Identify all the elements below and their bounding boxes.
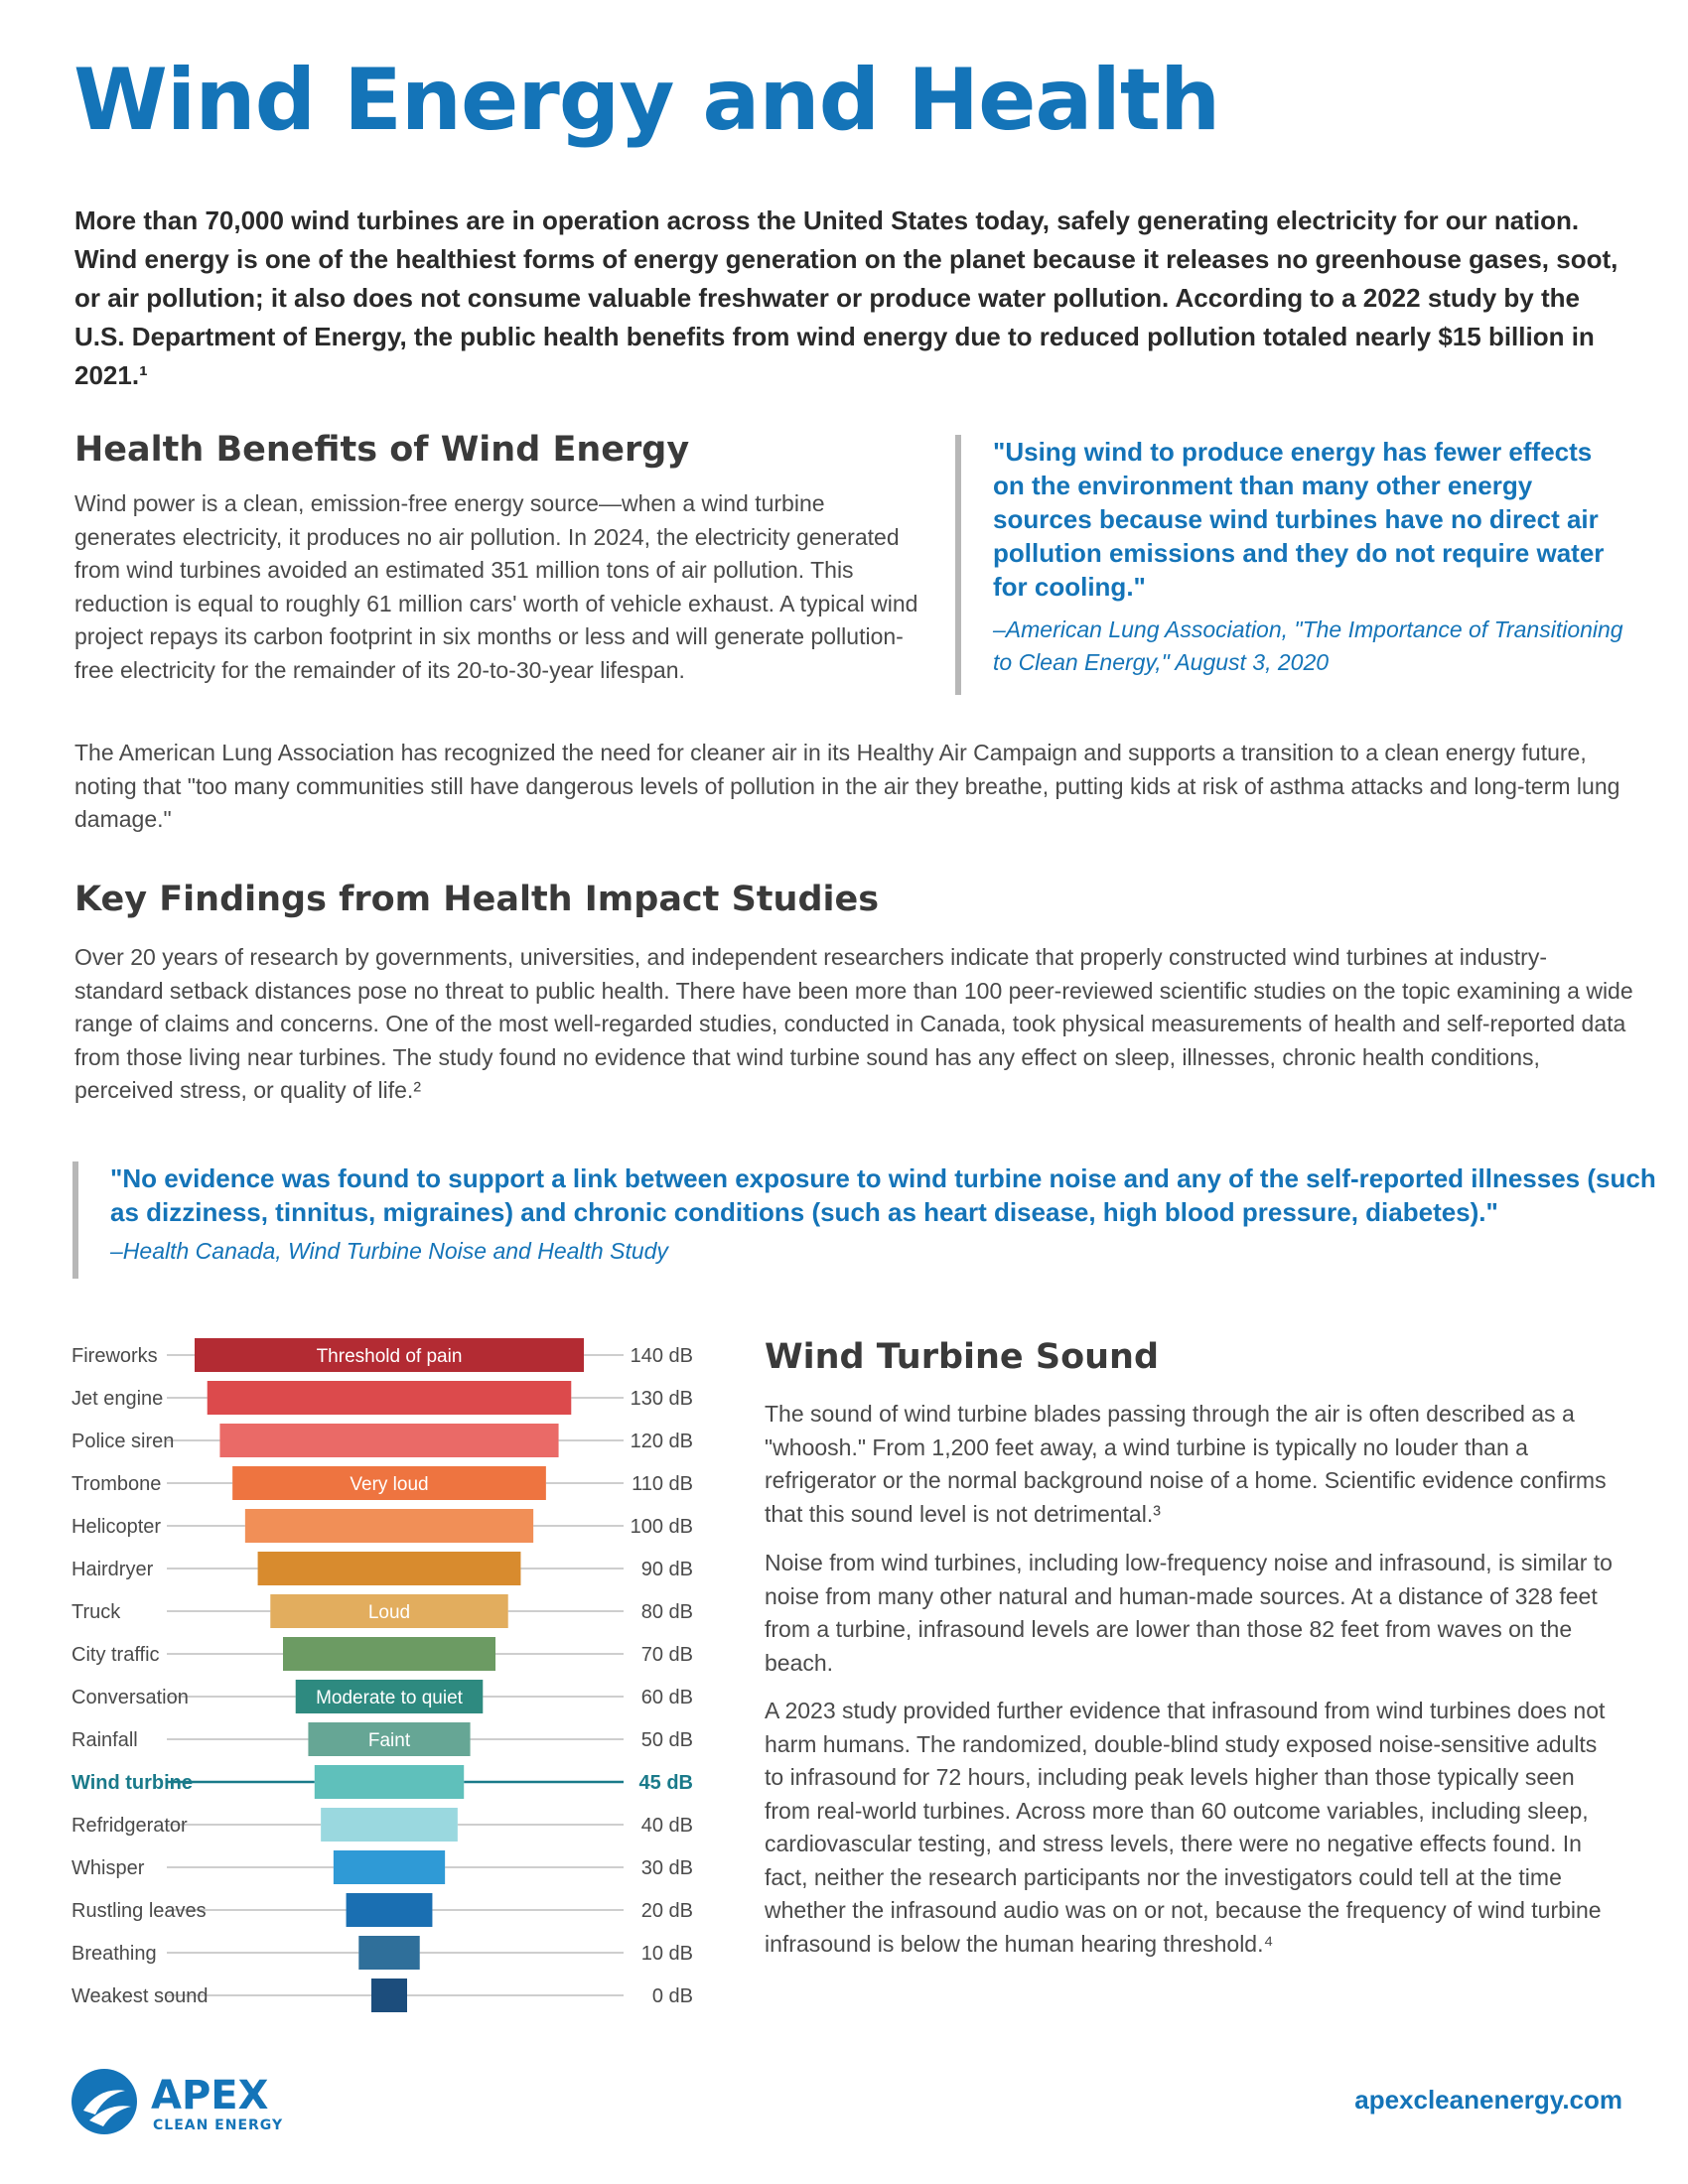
- sound-source-label: Refridgerator: [71, 1815, 188, 1837]
- health-canada-quote-text: "No evidence was found to support a link between exposure to wind turbine noise and any of the self-reported illnesses (such as dizziness, tinnitus, migraines) and chronic conditions (such as heart disease, high blood pressure, diabetes).": [110, 1163, 1656, 1227]
- decibel-label: 70 dB: [640, 1644, 693, 1666]
- decibel-label: 100 dB: [630, 1516, 693, 1538]
- sound-source-label: Weakest sound: [71, 1985, 209, 2007]
- sound-bar: [245, 1509, 533, 1543]
- health-canada-quote: [72, 1161, 1659, 1279]
- page-title: Wind Energy and Health: [73, 51, 1220, 150]
- loudness-band-label: Very loud: [350, 1474, 429, 1495]
- sound-source-label: Hairdryer: [71, 1559, 154, 1580]
- sound-source-label: City traffic: [71, 1644, 160, 1666]
- sound-level-chart: [60, 1330, 705, 2025]
- key-findings-paragraph: Over 20 years of research by governments, universities, and independent researchers indicate that properly constructed wind turbines at industry-standard setback distances pose no threat to public health. There have been more than 100 peer-reviewed scientific studies on the topic examining a wide range of claims and concerns. One of the most well-regarded studies, conducted in Canada, took physical measurements of health and self-reported data from those living near turbines. The study found no evidence that wind turbine sound has any effect on sleep, illnesses, chronic health conditions, perceived stress, or quality of life.²: [74, 944, 1633, 1103]
- sound-bar: [208, 1381, 572, 1415]
- apex-logo-mark: [70, 2067, 308, 2136]
- sound-source-label: Police siren: [71, 1431, 175, 1452]
- lung-association-quote-attribution: –American Lung Association, "The Importance of Transitioning to Clean Energy," August 3, 2020: [993, 616, 1623, 675]
- turbine-sound-paragraph-3: A 2023 study provided further evidence that infrasound from wind turbines does not harm humans. The randomized, double-blind study exposed noise-sensitive adults to infrasound for 72 hours, including peak levels higher than those typically seen from real-world turbines. Across more than 60 outcome variables, including sleep, cardiovascular testing, and stress levels, there were no negative effects found. In fact, neither the research participants nor the investigators could tell at the time whether the infrasound audio was on or not, because the frequency of wind turbine infrasound is below the human hearing threshold.⁴: [765, 1698, 1606, 1957]
- sound-source-label: Trombone: [71, 1473, 162, 1495]
- sound-source-label: Rustling leaves: [71, 1900, 207, 1922]
- decibel-label: 30 dB: [640, 1857, 693, 1879]
- sound-source-label: Jet engine: [71, 1388, 164, 1410]
- sound-bar: [315, 1765, 464, 1799]
- decibel-label: 40 dB: [640, 1815, 693, 1837]
- logo-main-text: APEX: [151, 2073, 269, 2118]
- sound-bar: [283, 1637, 495, 1671]
- decibel-label: 0 dB: [651, 1985, 693, 2007]
- logo-sub-text: CLEAN ENERGY: [153, 2117, 284, 2133]
- decibel-label: 80 dB: [640, 1601, 693, 1623]
- decibel-label: 60 dB: [640, 1687, 693, 1708]
- footer-url-link[interactable]: apexcleanenergy.com: [1354, 2085, 1622, 2115]
- decibel-label: 140 dB: [630, 1345, 693, 1367]
- health-canada-quote-attribution: –Health Canada, Wind Turbine Noise and Health Study: [110, 1238, 668, 1264]
- turbine-sound-paragraph-2: Noise from wind turbines, including low-frequency noise and infrasound, is similar to noise from many other natural and human-made sources. At a distance of 328 feet from a turbine, infrasound levels are lower than those 82 feet from waves on the beach.: [765, 1550, 1613, 1676]
- turbine-sound-heading: Wind Turbine Sound: [765, 1337, 1159, 1377]
- sound-bar: [334, 1850, 445, 1884]
- key-findings-heading: Key Findings from Health Impact Studies: [74, 880, 880, 919]
- sound-bar: [358, 1936, 419, 1970]
- intro-paragraph: More than 70,000 wind turbines are in operation across the United States today, safely generating electricity for our nation. Wind energy is one of the healthiest forms of energy generation on the planet because it releases no greenhouse gases, soot, or air pollution; it also does not consume valuable freshwater or produce water pollution. According to a 2022 study by the U.S. Department of Energy, the public health benefits from wind energy due to reduced pollution totaled nearly $15 billion in 2021.¹: [74, 205, 1618, 390]
- sound-bar: [371, 1979, 407, 2012]
- sound-source-label: Rainfall: [71, 1729, 138, 1751]
- decibel-label: 110 dB: [632, 1473, 693, 1495]
- lung-association-quote-text: "Using wind to produce energy has fewer effects on the environment than many other energy sources because wind turbines have no direct air pollution emissions and they do not require water for cooling.": [993, 437, 1605, 602]
- decibel-label: 20 dB: [640, 1900, 693, 1922]
- lung-association-quote: [955, 435, 1628, 695]
- decibel-label: 10 dB: [640, 1943, 693, 1965]
- apex-logo: [70, 2067, 308, 2141]
- sound-source-label: Helicopter: [71, 1516, 162, 1538]
- turbine-sound-paragraph-1: The sound of wind turbine blades passing through the air is often described as a "whoosh." From 1,200 feet away, a wind turbine is typically no louder than a refrigerator or the normal background noise of a home. Scientific evidence confirms that this sound level is not detrimental.³: [765, 1401, 1607, 1527]
- sound-source-label: Wind turbine: [71, 1772, 194, 1794]
- decibel-label: 130 dB: [630, 1388, 693, 1410]
- sound-source-label: Breathing: [71, 1943, 157, 1965]
- lung-association-paragraph: The American Lung Association has recognized the need for cleaner air in its Healthy Air Campaign and supports a transition to a clean energy future, noting that "too many communities still have dangerous levels of pollution in the air they breathe, putting kids at risk of asthma attacks and long-term lung damage.": [74, 740, 1620, 832]
- sound-bar: [347, 1893, 433, 1927]
- decibel-label: 120 dB: [630, 1431, 693, 1452]
- sound-bar: [219, 1424, 558, 1457]
- decibel-label: 90 dB: [640, 1559, 693, 1580]
- sound-source-label: Truck: [71, 1601, 121, 1623]
- sound-source-label: Fireworks: [71, 1345, 158, 1367]
- sound-source-label: Whisper: [71, 1857, 145, 1879]
- loudness-band-label: Moderate to quiet: [316, 1688, 463, 1708]
- decibel-label: 45 dB: [638, 1772, 693, 1794]
- health-benefits-paragraph: Wind power is a clean, emission-free energy source—when a wind turbine generates electricity, it produces no air pollution. In 2024, the electricity generated from wind turbines avoided an estimated 351 million tons of air pollution. This reduction is equal to roughly 61 million cars' worth of vehicle exhaust. A typical wind project repays its carbon footprint in six months or less and will generate pollution-free electricity for the remainder of its 20-to-30-year lifespan.: [74, 490, 918, 683]
- sound-bar: [321, 1808, 458, 1842]
- sound-bar: [258, 1552, 521, 1585]
- loudness-band-label: Faint: [367, 1730, 411, 1751]
- decibel-label: 50 dB: [640, 1729, 693, 1751]
- loudness-band-label: Loud: [367, 1602, 411, 1623]
- health-benefits-heading: Health Benefits of Wind Energy: [74, 430, 690, 470]
- loudness-band-label: Threshold of pain: [316, 1346, 463, 1367]
- sound-source-label: Conversation: [71, 1687, 189, 1708]
